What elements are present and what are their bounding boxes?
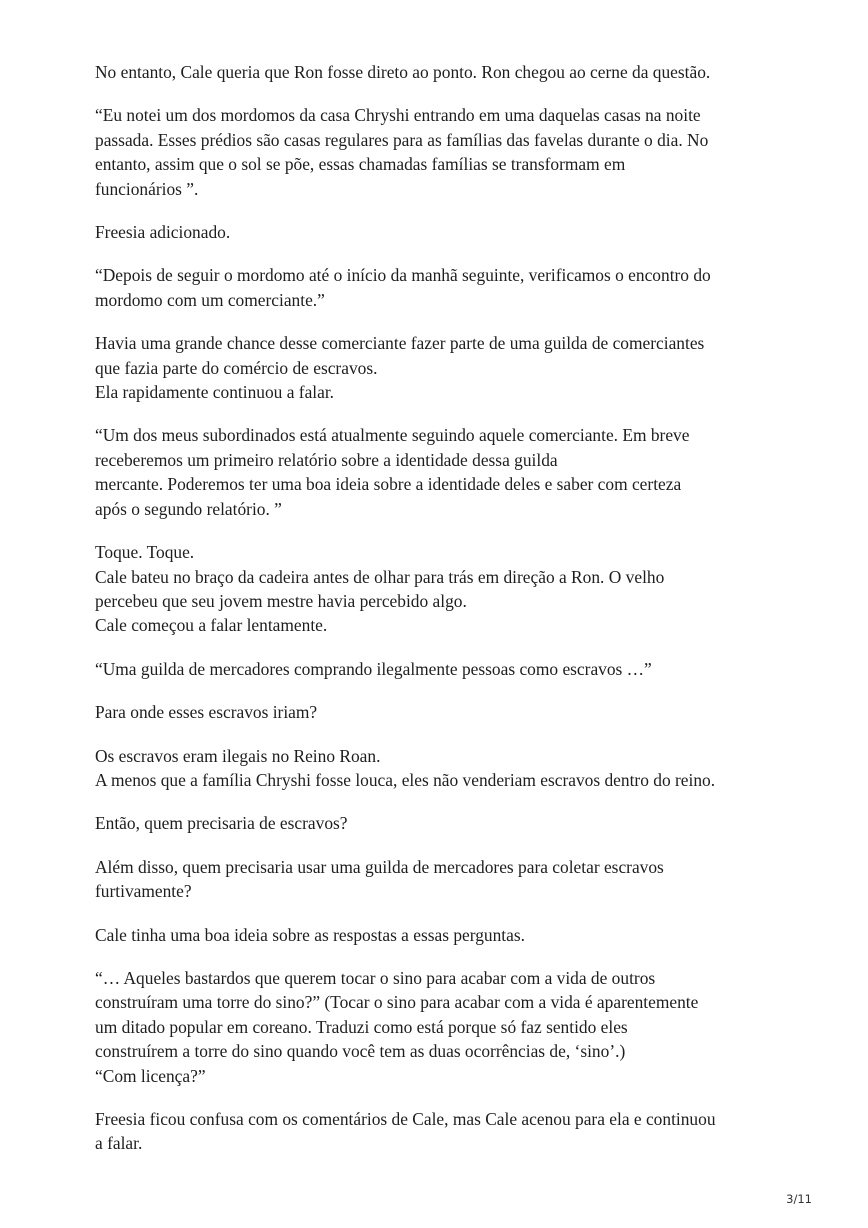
paragraph <box>95 263 785 312</box>
paragraph <box>95 744 785 793</box>
text-line: furtivamente? <box>95 881 192 902</box>
text-line: “… Aqueles bastardos que querem tocar o sino para acabar com a vida de outros <box>95 967 656 988</box>
paragraph <box>95 811 785 835</box>
text-line: percebeu que seu jovem mestre havia percebido algo. <box>95 590 467 611</box>
text-line: Freesia adicionado. <box>95 222 231 243</box>
text-line: passada. Esses prédios são casas regulares para as famílias das favelas durante o dia. No <box>95 129 709 150</box>
text-line: construíram uma torre do sino?” (Tocar o sino para acabar com a vida é aparentemente <box>95 992 699 1013</box>
text-line: Para onde esses escravos iriam? <box>95 702 318 723</box>
text-line: funcionários ”. <box>95 178 199 199</box>
text-line: Cale tinha uma boa ideia sobre as respostas a essas perguntas. <box>95 924 525 945</box>
text-line: após o segundo relatório. ” <box>95 498 282 519</box>
text-line: receberemos um primeiro relatório sobre a identidade dessa guilda <box>95 449 558 470</box>
paragraph <box>95 855 785 904</box>
text-line: a falar. <box>95 1133 143 1154</box>
text-line: “Eu notei um dos mordomos da casa Chryshi entrando em uma daquelas casas na noite <box>95 105 701 126</box>
paragraph <box>95 700 785 724</box>
text-line: Ela rapidamente continuou a falar. <box>95 382 335 403</box>
text-line: Toque. Toque. <box>95 542 195 563</box>
text-line: que fazia parte do comércio de escravos. <box>95 357 378 378</box>
text-line: Cale começou a falar lentamente. <box>95 615 328 636</box>
text-line: “Com licença?” <box>95 1065 206 1086</box>
paragraph <box>95 60 785 84</box>
text-line: Além disso, quem precisaria usar uma guilda de mercadores para coletar escravos <box>95 856 664 877</box>
paragraph <box>95 540 785 638</box>
text-line: Os escravos eram ilegais no Reino Roan. <box>95 745 381 766</box>
paragraph <box>95 103 785 201</box>
paragraph <box>95 220 785 244</box>
text-line: No entanto, Cale queria que Ron fosse direto ao ponto. Ron chegou ao cerne da questão. <box>95 62 711 82</box>
paragraph <box>95 331 785 404</box>
text-line: mordomo com um comerciante.” <box>95 289 325 310</box>
text-line: A menos que a família Chryshi fosse louca, eles não venderiam escravos dentro do reino. <box>95 769 716 790</box>
paragraph <box>95 423 785 521</box>
text-line: Então, quem precisaria de escravos? <box>95 813 348 834</box>
text-line: Cale bateu no braço da cadeira antes de olhar para trás em direção a Ron. O velho <box>95 566 665 587</box>
text-line: mercante. Poderemos ter uma boa ideia sobre a identidade deles e saber com certeza <box>95 474 682 495</box>
text-line: construírem a torre do sino quando você tem as duas ocorrências de, ‘sino’.) <box>95 1041 626 1062</box>
text-line: entanto, assim que o sol se põe, essas chamadas famílias se transformam em <box>95 154 626 175</box>
page-number: 3/11 <box>786 1192 812 1206</box>
document-body <box>95 60 785 1175</box>
paragraph <box>95 1107 785 1156</box>
text-line: “Uma guilda de mercadores comprando ilegalmente pessoas como escravos …” <box>95 658 652 679</box>
text-line: “Um dos meus subordinados está atualmente seguindo aquele comerciante. Em breve <box>95 425 690 446</box>
paragraph <box>95 966 785 1088</box>
text-line: “Depois de seguir o mordomo até o início da manhã seguinte, verificamos o encontro do <box>95 265 711 286</box>
text-line: um ditado popular em coreano. Traduzi como está porque só faz sentido eles <box>95 1016 628 1037</box>
text-line: Freesia ficou confusa com os comentários de Cale, mas Cale acenou para ela e continuou <box>95 1109 716 1129</box>
paragraph <box>95 657 785 681</box>
paragraph <box>95 923 785 947</box>
text-line: Havia uma grande chance desse comerciante fazer parte de uma guilda de comerciantes <box>95 333 705 354</box>
